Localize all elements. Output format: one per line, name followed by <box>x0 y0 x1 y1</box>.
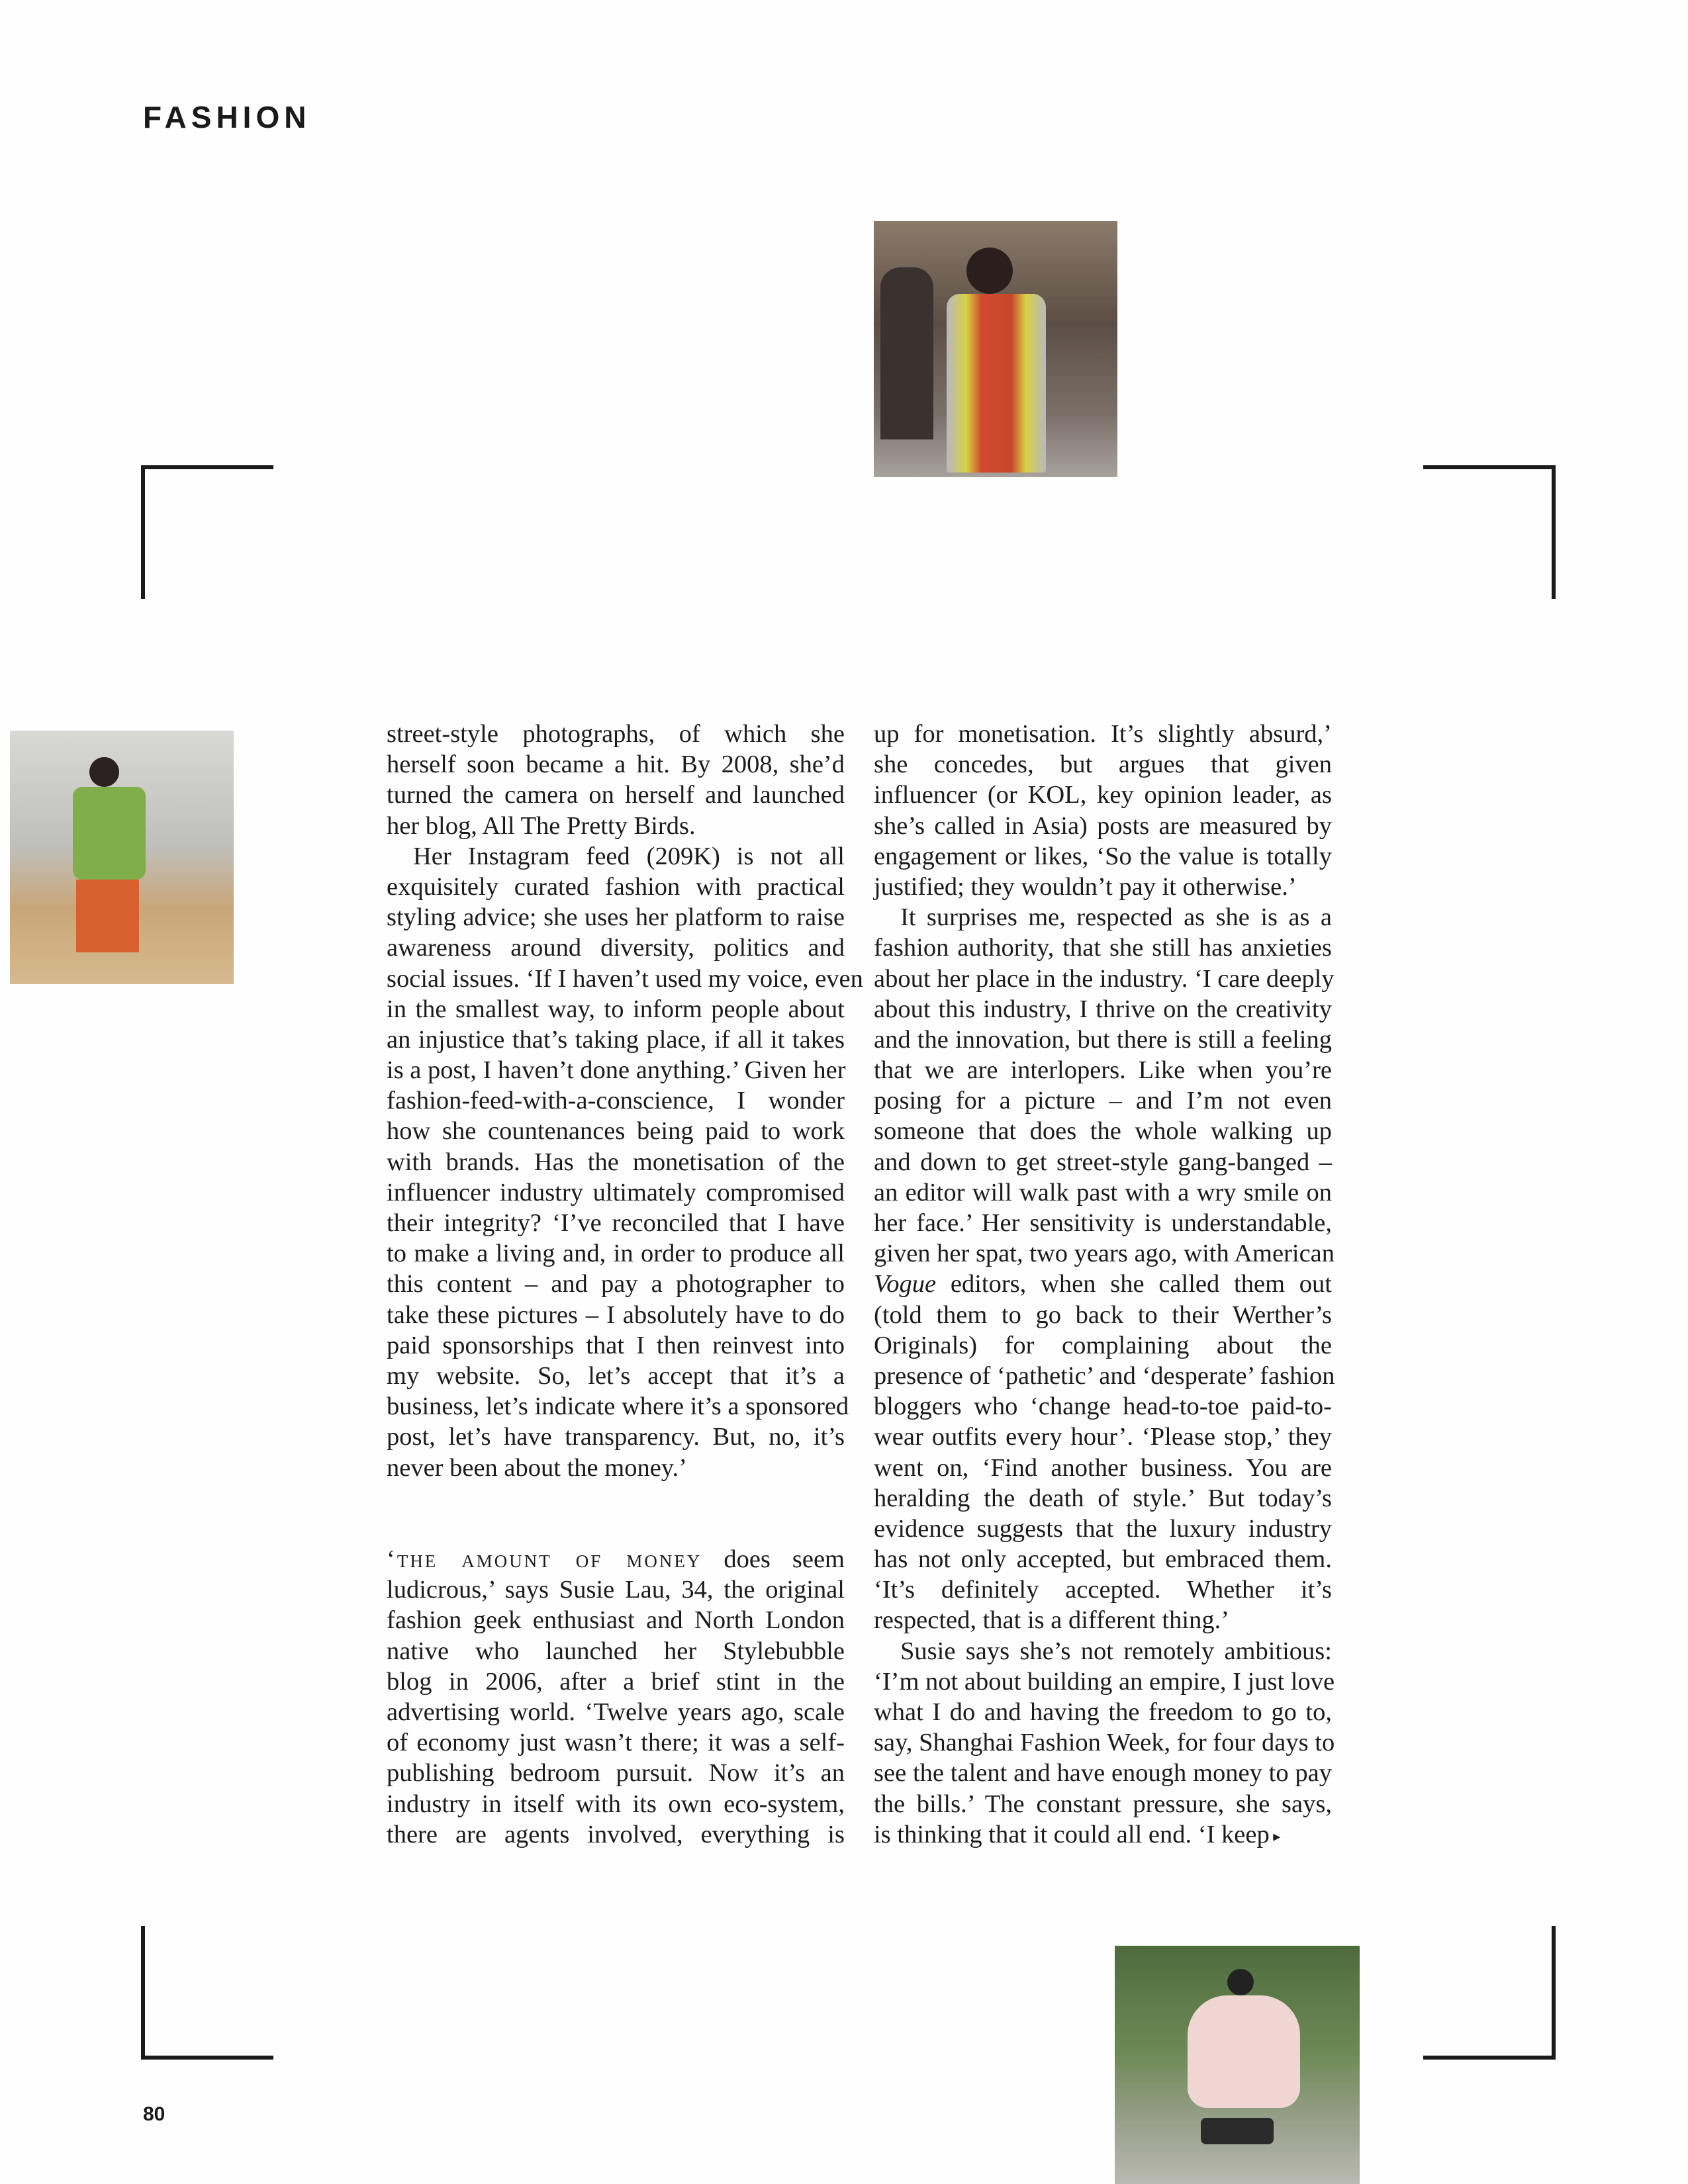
text-line: styling advice; she uses her platform to raise <box>387 903 845 932</box>
street-style-photo-top <box>874 221 1117 477</box>
text-line: business, let’s indicate where it’s a sponsored <box>387 1392 849 1421</box>
text-line: respected, that is a different thing.’ <box>874 1606 1230 1635</box>
text-line: awareness around diversity, politics and <box>387 934 845 962</box>
text-line: publishing bedroom pursuit. Now it’s an <box>387 1759 845 1788</box>
green-coat-photo-left <box>10 731 234 984</box>
text-line: see the talent and have enough money to pay <box>874 1759 1332 1788</box>
text-line: and down to get street-style gang-banged – <box>874 1148 1332 1176</box>
text-line: engagement or likes, ‘So the value is totally <box>874 842 1332 870</box>
pink-dress-garden-photo <box>1115 1946 1360 2184</box>
text-line: and the innovation, but there is still a feeling <box>874 1025 1332 1054</box>
text-line: this content – and pay a photographer to <box>387 1270 845 1298</box>
text-line: how she countenances being paid to work <box>387 1117 845 1146</box>
text-line: presence of ‘pathetic’ and ‘desperate’ fashion <box>874 1361 1335 1390</box>
text-line: an injustice that’s taking place, if all it takes <box>387 1025 845 1054</box>
text-line: turned the camera on herself and launched <box>387 781 845 809</box>
text-line: to make a living and, in order to produce all <box>387 1240 845 1268</box>
text-line: ‘I’m not about building an empire, I just love <box>874 1667 1335 1696</box>
article-column-left <box>387 719 863 1850</box>
corner-mark-top-right <box>1423 465 1556 599</box>
text-line: has not only accepted, but embraced them. <box>874 1545 1332 1574</box>
text-line: she concedes, but argues that given <box>874 751 1332 779</box>
text-line: of economy just wasn’t there; it was a self- <box>387 1729 845 1757</box>
magazine-title: Vogue <box>874 1270 937 1298</box>
text-line: advertising world. ‘Twelve years ago, scale <box>387 1698 845 1727</box>
text-line: her blog, All The Pretty Birds. <box>387 811 696 840</box>
text-line: there are agents involved, everything is <box>387 1820 845 1848</box>
lead-in-line <box>387 1544 845 1574</box>
text-line: Originals) for complaining about the <box>874 1331 1332 1359</box>
text-line: social issues. ‘If I haven’t used my voice, even <box>387 964 863 993</box>
text-line: up for monetisation. It’s slightly absurd,’ <box>874 720 1332 748</box>
text-line: justified; they wouldn’t pay it otherwise.’ <box>874 872 1297 901</box>
text-line: my website. So, let’s accept that it’s a <box>387 1361 845 1390</box>
text-line: take these pictures – I absolutely have to do <box>387 1300 845 1329</box>
corner-mark-top-left <box>141 465 273 599</box>
text-line: went on, ‘Find another business. You are <box>874 1453 1332 1482</box>
text-line: given her spat, two years ago, with American <box>874 1240 1335 1268</box>
text-line: Susie says she’s not remotely ambitious: <box>900 1637 1332 1665</box>
text-line: fashion geek enthusiast and North London <box>387 1606 845 1635</box>
article-column-right <box>874 719 1335 1850</box>
text-line: Vogue editors, when she called them out <box>874 1270 1332 1298</box>
corner-mark-bottom-left <box>141 1926 273 2060</box>
text-line: fashion-feed-with-a-conscience, I wonder <box>387 1087 845 1115</box>
text-line: bloggers who ‘change head-to-toe paid-to- <box>874 1392 1332 1421</box>
text-line: with brands. Has the monetisation of the <box>387 1148 845 1176</box>
text-line: an editor will walk past with a wry smile on <box>874 1178 1332 1206</box>
text-line: (told them to go back to their Werther’s <box>874 1300 1332 1329</box>
section-label: FASHION <box>143 100 311 134</box>
text-line: wear outfits every hour’. ‘Please stop,’ they <box>874 1423 1332 1451</box>
text-line: about her place in the industry. ‘I care deeply <box>874 964 1335 993</box>
text-line: is thinking that it could all end. ‘I keep ▸ <box>874 1820 1281 1848</box>
text-line: paid sponsorships that I then reinvest into <box>387 1331 845 1359</box>
text-line: heralding the death of style.’ But today’s <box>874 1484 1332 1512</box>
page-number: 80 <box>143 2103 165 2125</box>
text-line: It surprises me, respected as she is as a <box>900 903 1332 932</box>
section-break <box>387 1483 845 1544</box>
text-line: what I do and having the freedom to go to, <box>874 1698 1332 1726</box>
text-line: influencer industry ultimately compromised <box>387 1178 845 1206</box>
text-line: her face.’ Her sensitivity is understandable, <box>874 1209 1332 1237</box>
text-line: someone that does the whole walking up <box>874 1117 1332 1146</box>
text-line: never been about the money.’ <box>387 1453 687 1482</box>
text-line: that we are interlopers. Like when you’re <box>874 1056 1332 1085</box>
lead-in-rest: does seem <box>702 1545 845 1574</box>
text-line: ‘It’s definitely accepted. Whether it’s <box>874 1576 1332 1604</box>
text-line: industry in itself with its own eco-system, <box>387 1790 845 1818</box>
text-line: ludicrous,’ says Susie Lau, 34, the original <box>387 1576 845 1604</box>
text-line: Her Instagram feed (209K) is not all <box>413 842 845 870</box>
text-line: their integrity? ‘I’ve reconciled that I have <box>387 1209 845 1237</box>
lead-in-smallcaps: ‘the amount of money <box>387 1545 702 1574</box>
text-line: about this industry, I thrive on the creativity <box>874 995 1332 1023</box>
text-line: exquisitely curated fashion with practical <box>387 872 845 901</box>
text-line: fashion authority, that she still has anxieties <box>874 934 1332 962</box>
text-line: herself soon became a hit. By 2008, she’d <box>387 751 845 779</box>
text-line: blog in 2006, after a brief stint in the <box>387 1667 845 1696</box>
text-line: she’s called in Asia) posts are measured by <box>874 811 1332 840</box>
text-line: posing for a picture – and I’m not even <box>874 1087 1332 1115</box>
text-line: say, Shanghai Fashion Week, for four days to <box>874 1729 1335 1757</box>
text-line: is a post, I haven’t done anything.’ Given her <box>387 1056 846 1085</box>
text-line: native who launched her Stylebubble <box>387 1637 845 1665</box>
continue-arrow-icon: ▸ <box>1269 1827 1281 1844</box>
text-line: influencer (or KOL, key opinion leader, as <box>874 781 1332 809</box>
text-line: in the smallest way, to inform people about <box>387 995 845 1023</box>
text-line: the bills.’ The constant pressure, she says, <box>874 1790 1332 1818</box>
text-line: evidence suggests that the luxury industry <box>874 1514 1332 1543</box>
text-line: street-style photographs, of which she <box>387 720 845 748</box>
corner-mark-bottom-right <box>1423 1926 1556 2060</box>
text-line: post, let’s have transparency. But, no, it’s <box>387 1423 845 1451</box>
